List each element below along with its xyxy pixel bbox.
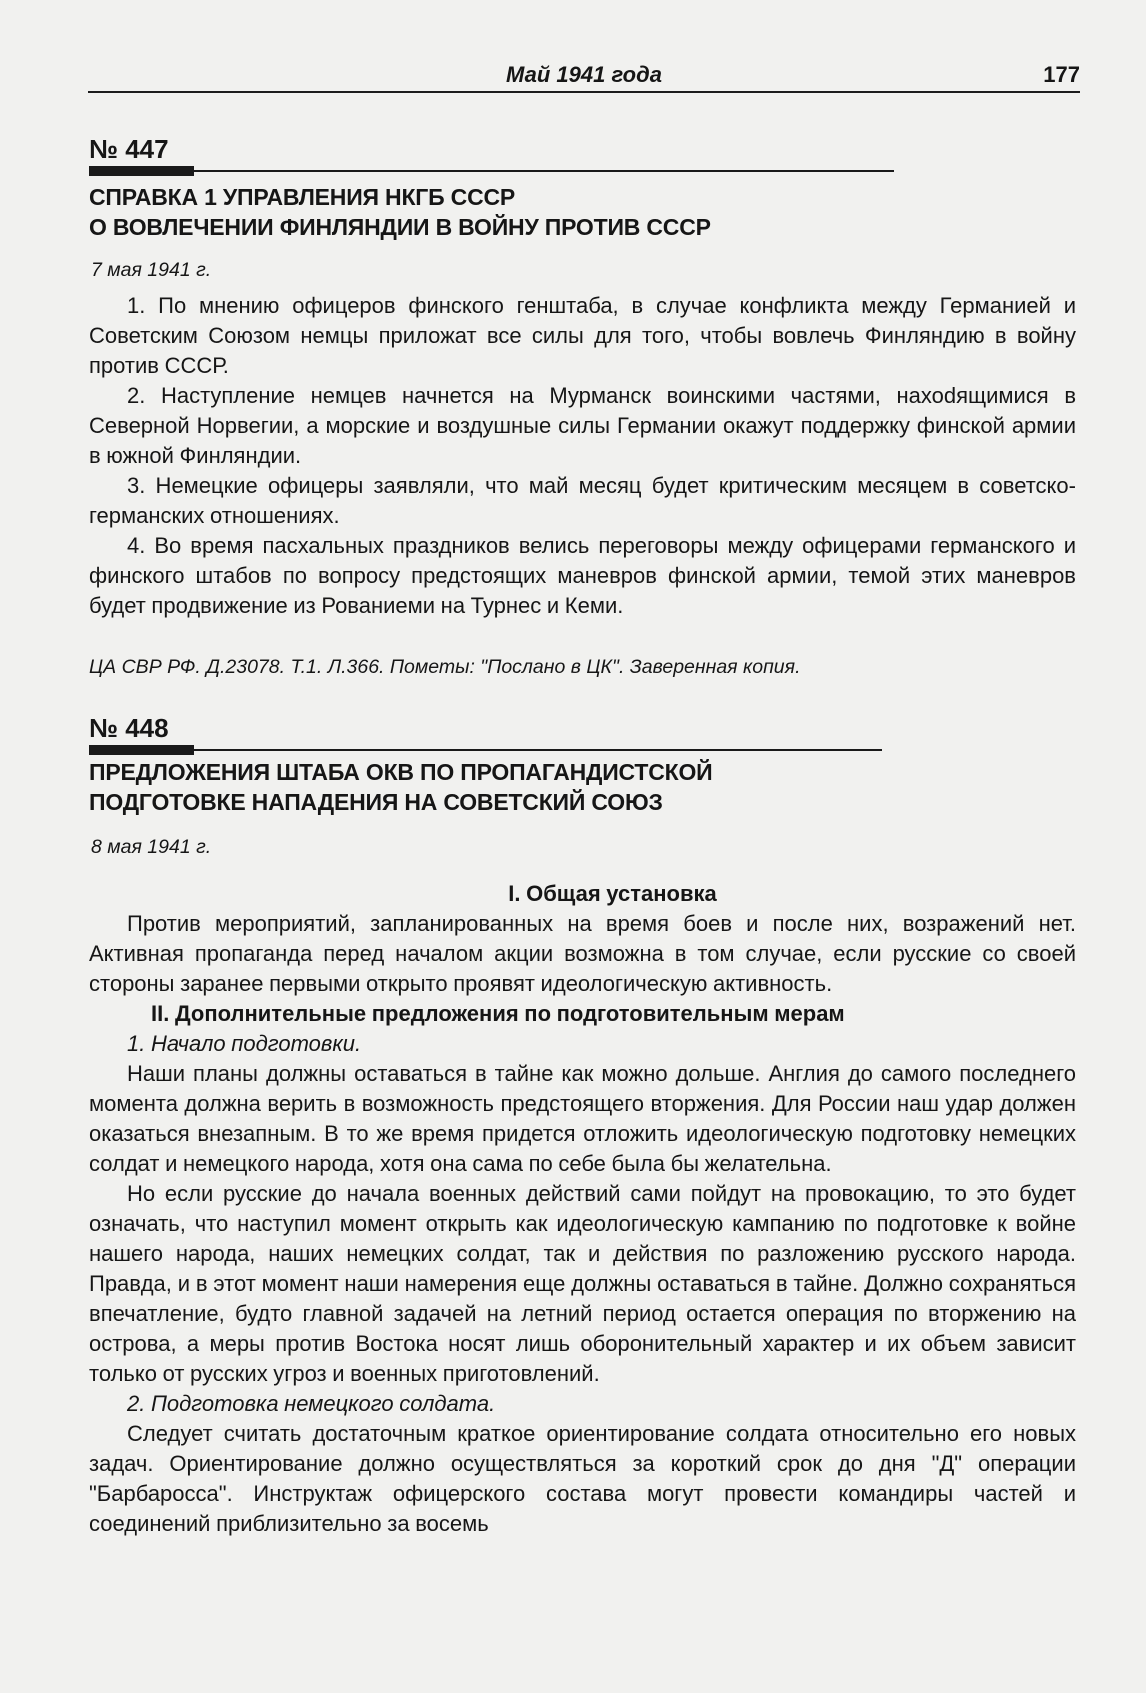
doc-447-source: ЦА СВР РФ. Д.23078. Т.1. Л.366. Пометы: "Послано в ЦК". Заверенная копия. (89, 656, 801, 678)
subsection-1-heading: 1. Начало подготовки. (127, 1031, 362, 1056)
doc-447-paragraph: 4. Во время пасхальных праздников велись переговоры между офицерами германского и финского штабов по вопросу предстоящих маневров финской армии, темой этих маневров будет продвижение из Рованиеми на Турнес и Кеми. (89, 533, 1076, 618)
doc-448-title-line2: ПОДГОТОВКЕ НАПАДЕНИЯ НА СОВЕТСКИЙ СОЮЗ (89, 789, 663, 815)
doc-447-paragraph: 1. По мнению офицеров финского генштаба, в случае конфликта между Германией и Советским Союзом немцы приложат все силы для того, чтобы вовлечь Финляндию в войну против СССР. (89, 293, 1076, 378)
section-1-paragraph: Против мероприятий, запланированных на время боев и после них, возражений нет. Активная пропаганда перед началом акции возможна в том случае, если русские со своей стороны заранее первыми открыто проявят идеологическую активность. (89, 911, 1076, 996)
doc-447-number: № 447 (89, 134, 169, 164)
section-2-heading: II. Дополнительные предложения по подготовительным мерам (151, 1001, 845, 1026)
page-number: 177 (1043, 62, 1080, 87)
doc-447-title-line2: О ВОВЛЕЧЕНИИ ФИНЛЯНДИИ В ВОЙНУ ПРОТИВ СССР (89, 214, 711, 240)
section-1-heading: I. Общая установка (508, 881, 717, 906)
doc-447-paragraph: 3. Немецкие офицеры заявляли, что май месяц будет критическим месяцем в советско-германских отношениях. (89, 473, 1076, 528)
doc-448-title (89, 757, 1079, 817)
doc-447-date: 7 мая 1941 г. (91, 259, 212, 281)
doc-447-title-line1: СПРАВКА 1 УПРАВЛЕНИЯ НКГБ СССР (89, 184, 516, 210)
doc-447-bar (89, 166, 194, 176)
doc-447-paragraph: 2. Наступление немцев начнется на Мурманск воинскими частями, нахоdящимися в Северной Норвегии, а морские и воздушные силы Германии окажут поддержку финской армии в южной Финляндии. (89, 383, 1076, 468)
doc-448-rule (194, 749, 882, 751)
doc-448-number: № 448 (89, 713, 169, 743)
doc-448-body (89, 879, 1076, 1539)
subsection-2-paragraph: Следует считать достаточным краткое ориентирование солдата относительно его новых задач. Ориентирование должно осуществляться за короткий срок до дня "Д" операции "Барбаросса". Инструктаж офицерского состава могут провести командиры частей и соединений приблизительно за восемь (89, 1421, 1076, 1536)
subsection-1-paragraph: Наши планы должны оставаться в тайне как можно дольше. Англия до самого последнего момента должна верить в возможность предстоящего вторжения. Для России наш удар должен оказаться внезапным. В то же время придется отложить идеологическую подготовку немецких солдат и немецкого народа, хотя она сама по себе была бы желательна. (89, 1061, 1076, 1176)
doc-447-rule (194, 170, 894, 172)
header-rule (88, 91, 1080, 93)
doc-448-title-line1: ПРЕДЛОЖЕНИЯ ШТАБА ОКВ ПО ПРОПАГАНДИСТСКОЙ (89, 759, 713, 785)
subsection-2-heading: 2. Подготовка немецкого солдата. (127, 1391, 496, 1416)
running-header-title: Май 1941 года (506, 62, 662, 87)
running-header (88, 60, 1080, 92)
doc-447-body (89, 291, 1076, 621)
subsection-1-paragraph: Но если русские до начала военных действий сами пойдут на провокацию, то это будет означать, что наступил момент открыть как идеологическую кампанию по подготовке к войне нашего народа, наших немецких солдат, так и действия по разложению русского народа. Правда, и в этот момент наши намерения еще должны оставаться в тайне. Должно сохраняться впечатление, будто главной задачей на летний период остается операция по вторжению на острова, а меры против Востока носят лишь оборонительный характер и их объем зависит только от русских угроз и военных приготовлений. (89, 1181, 1076, 1386)
doc-448-bar (89, 745, 194, 755)
doc-448-date: 8 мая 1941 г. (91, 836, 212, 858)
doc-447-title (89, 182, 1079, 242)
